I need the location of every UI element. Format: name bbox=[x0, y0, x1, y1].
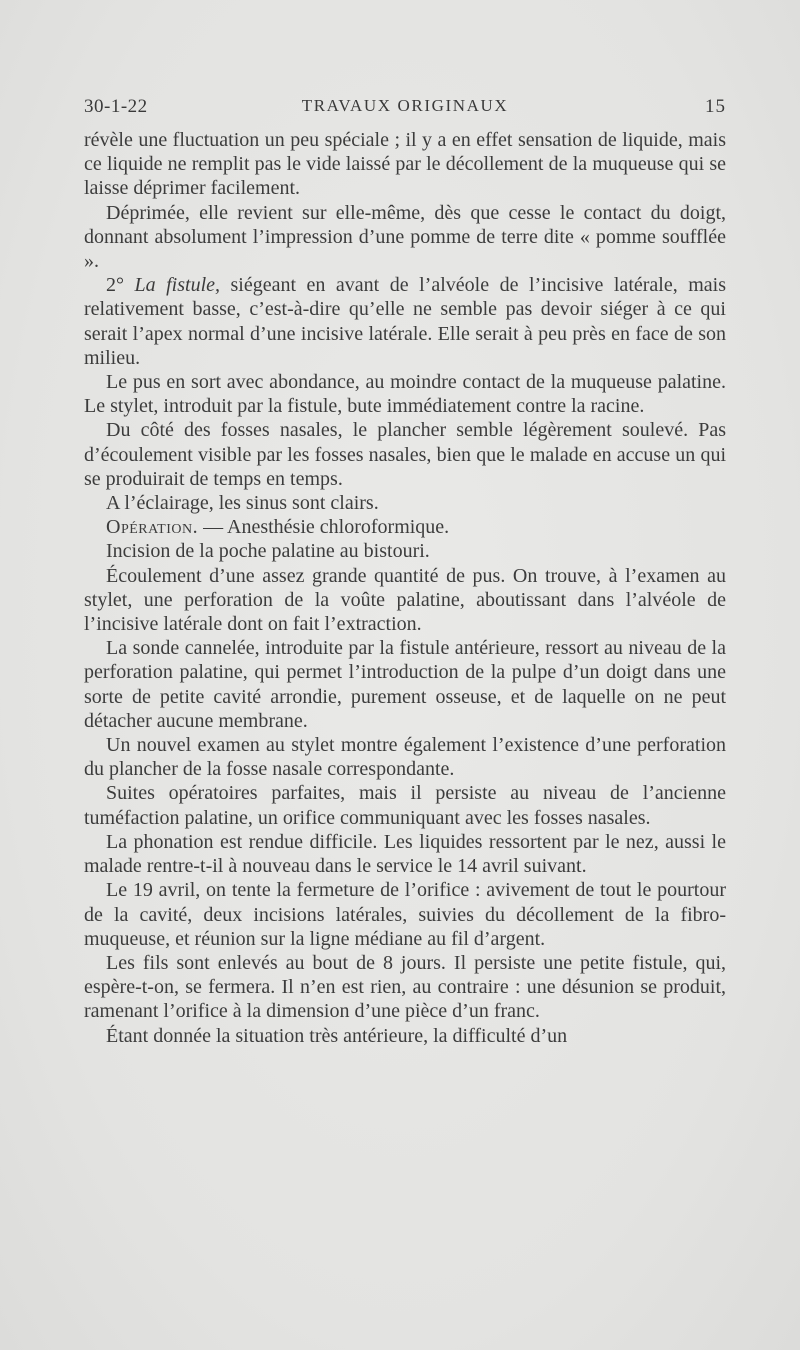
section-heading: Opération. bbox=[106, 516, 199, 539]
paragraph: La sonde cannelée, introduite par la fistule antérieure, ressort au niveau de la perforation palatine, qui permet l’introduction de la pulpe d’un doigt dans une sorte de petite cavité arrondie, purement osseuse, et de laquelle on ne peut détacher aucune membrane. bbox=[84, 637, 726, 732]
paragraph: Suites opératoires parfaites, mais il persiste au niveau de l’ancienne tuméfaction palatine, un orifice communiquant avec les fosses nasales. bbox=[84, 782, 726, 829]
paragraph: Le pus en sort avec abondance, au moindre contact de la muqueuse palatine. Le stylet, introduit par la fistule, bute immédiatement contre la racine. bbox=[84, 371, 726, 418]
paragraph: révèle une fluctuation un peu spéciale ; il y a en effet sensation de liquide, mais ce liquide ne remplit pas le vide laissé par le décollement de la muqueuse qui se laisse déprimer facilement. bbox=[84, 129, 726, 200]
paragraph: La phonation est rendue difficile. Les liquides ressortent par le nez, aussi le malade rentre-t-il à nouveau dans le service le 14 avril suivant. bbox=[84, 830, 726, 878]
paragraph: Un nouvel examen au stylet montre également l’existence d’une perforation du plancher de la fosse nasale correspondante. bbox=[84, 734, 726, 781]
running-header bbox=[84, 96, 726, 124]
paragraph: Étant donnée la situation très antérieure, la difficulté d’un bbox=[106, 1024, 568, 1047]
page-number: 15 bbox=[705, 96, 726, 117]
paragraph: Déprimée, elle revient sur elle-même, dès que cesse le contact du doigt, donnant absolument l’impression d’une pomme de terre dite « pomme soufflée ». bbox=[84, 201, 726, 273]
paragraph: Incision de la poche palatine au bistouri. bbox=[106, 540, 430, 563]
header-date: 30-1-22 bbox=[84, 96, 148, 117]
paragraph-lead: La fistule, bbox=[134, 274, 221, 297]
paragraph: Les fils sont enlevés au bout de 8 jours. Il persiste une petite fistule, qui, espère-t-on, se fermera. Il n’en est rien, au contraire : une désunion se produit, ramenant l’orifice à la dimension d’une pièce d’un franc. bbox=[84, 951, 726, 1023]
header-title: TRAVAUX ORIGINAUX bbox=[301, 96, 509, 115]
paragraph: 2° La fistule, siégeant en avant de l’alvéole de l’incisive latérale, mais relativement basse, c’est-à-dire qu’elle ne semble pas devoir siéger à ce qui serait l’apex normal d’une incisive latérale. Elle serait à peu près en face de son milieu. bbox=[84, 274, 726, 369]
paragraph: A l’éclairage, les sinus sont clairs. bbox=[106, 492, 379, 515]
paragraph: Opération. — Anesthésie chloroformique. bbox=[106, 516, 450, 539]
paragraph: Le 19 avril, on tente la fermeture de l’orifice : avivement de tout le pourtour de la cavité, deux incisions latérales, suivies du décollement de la fibro-muqueuse, et réunion sur la ligne médiane au fil d’argent. bbox=[84, 879, 726, 950]
paragraph: Écoulement d’une assez grande quantité de pus. On trouve, à l’examen au stylet, une perforation de la voûte palatine, aboutissant dans l’alvéole de l’incisive latérale dont on fait l’extraction. bbox=[84, 564, 726, 636]
body-text bbox=[84, 128, 726, 1048]
paragraph: Du côté des fosses nasales, le plancher semble légèrement soulevé. Pas d’écoulement visible par les fosses nasales, bien que le malade en accuse un qui se produirait de temps en temps. bbox=[84, 419, 726, 490]
